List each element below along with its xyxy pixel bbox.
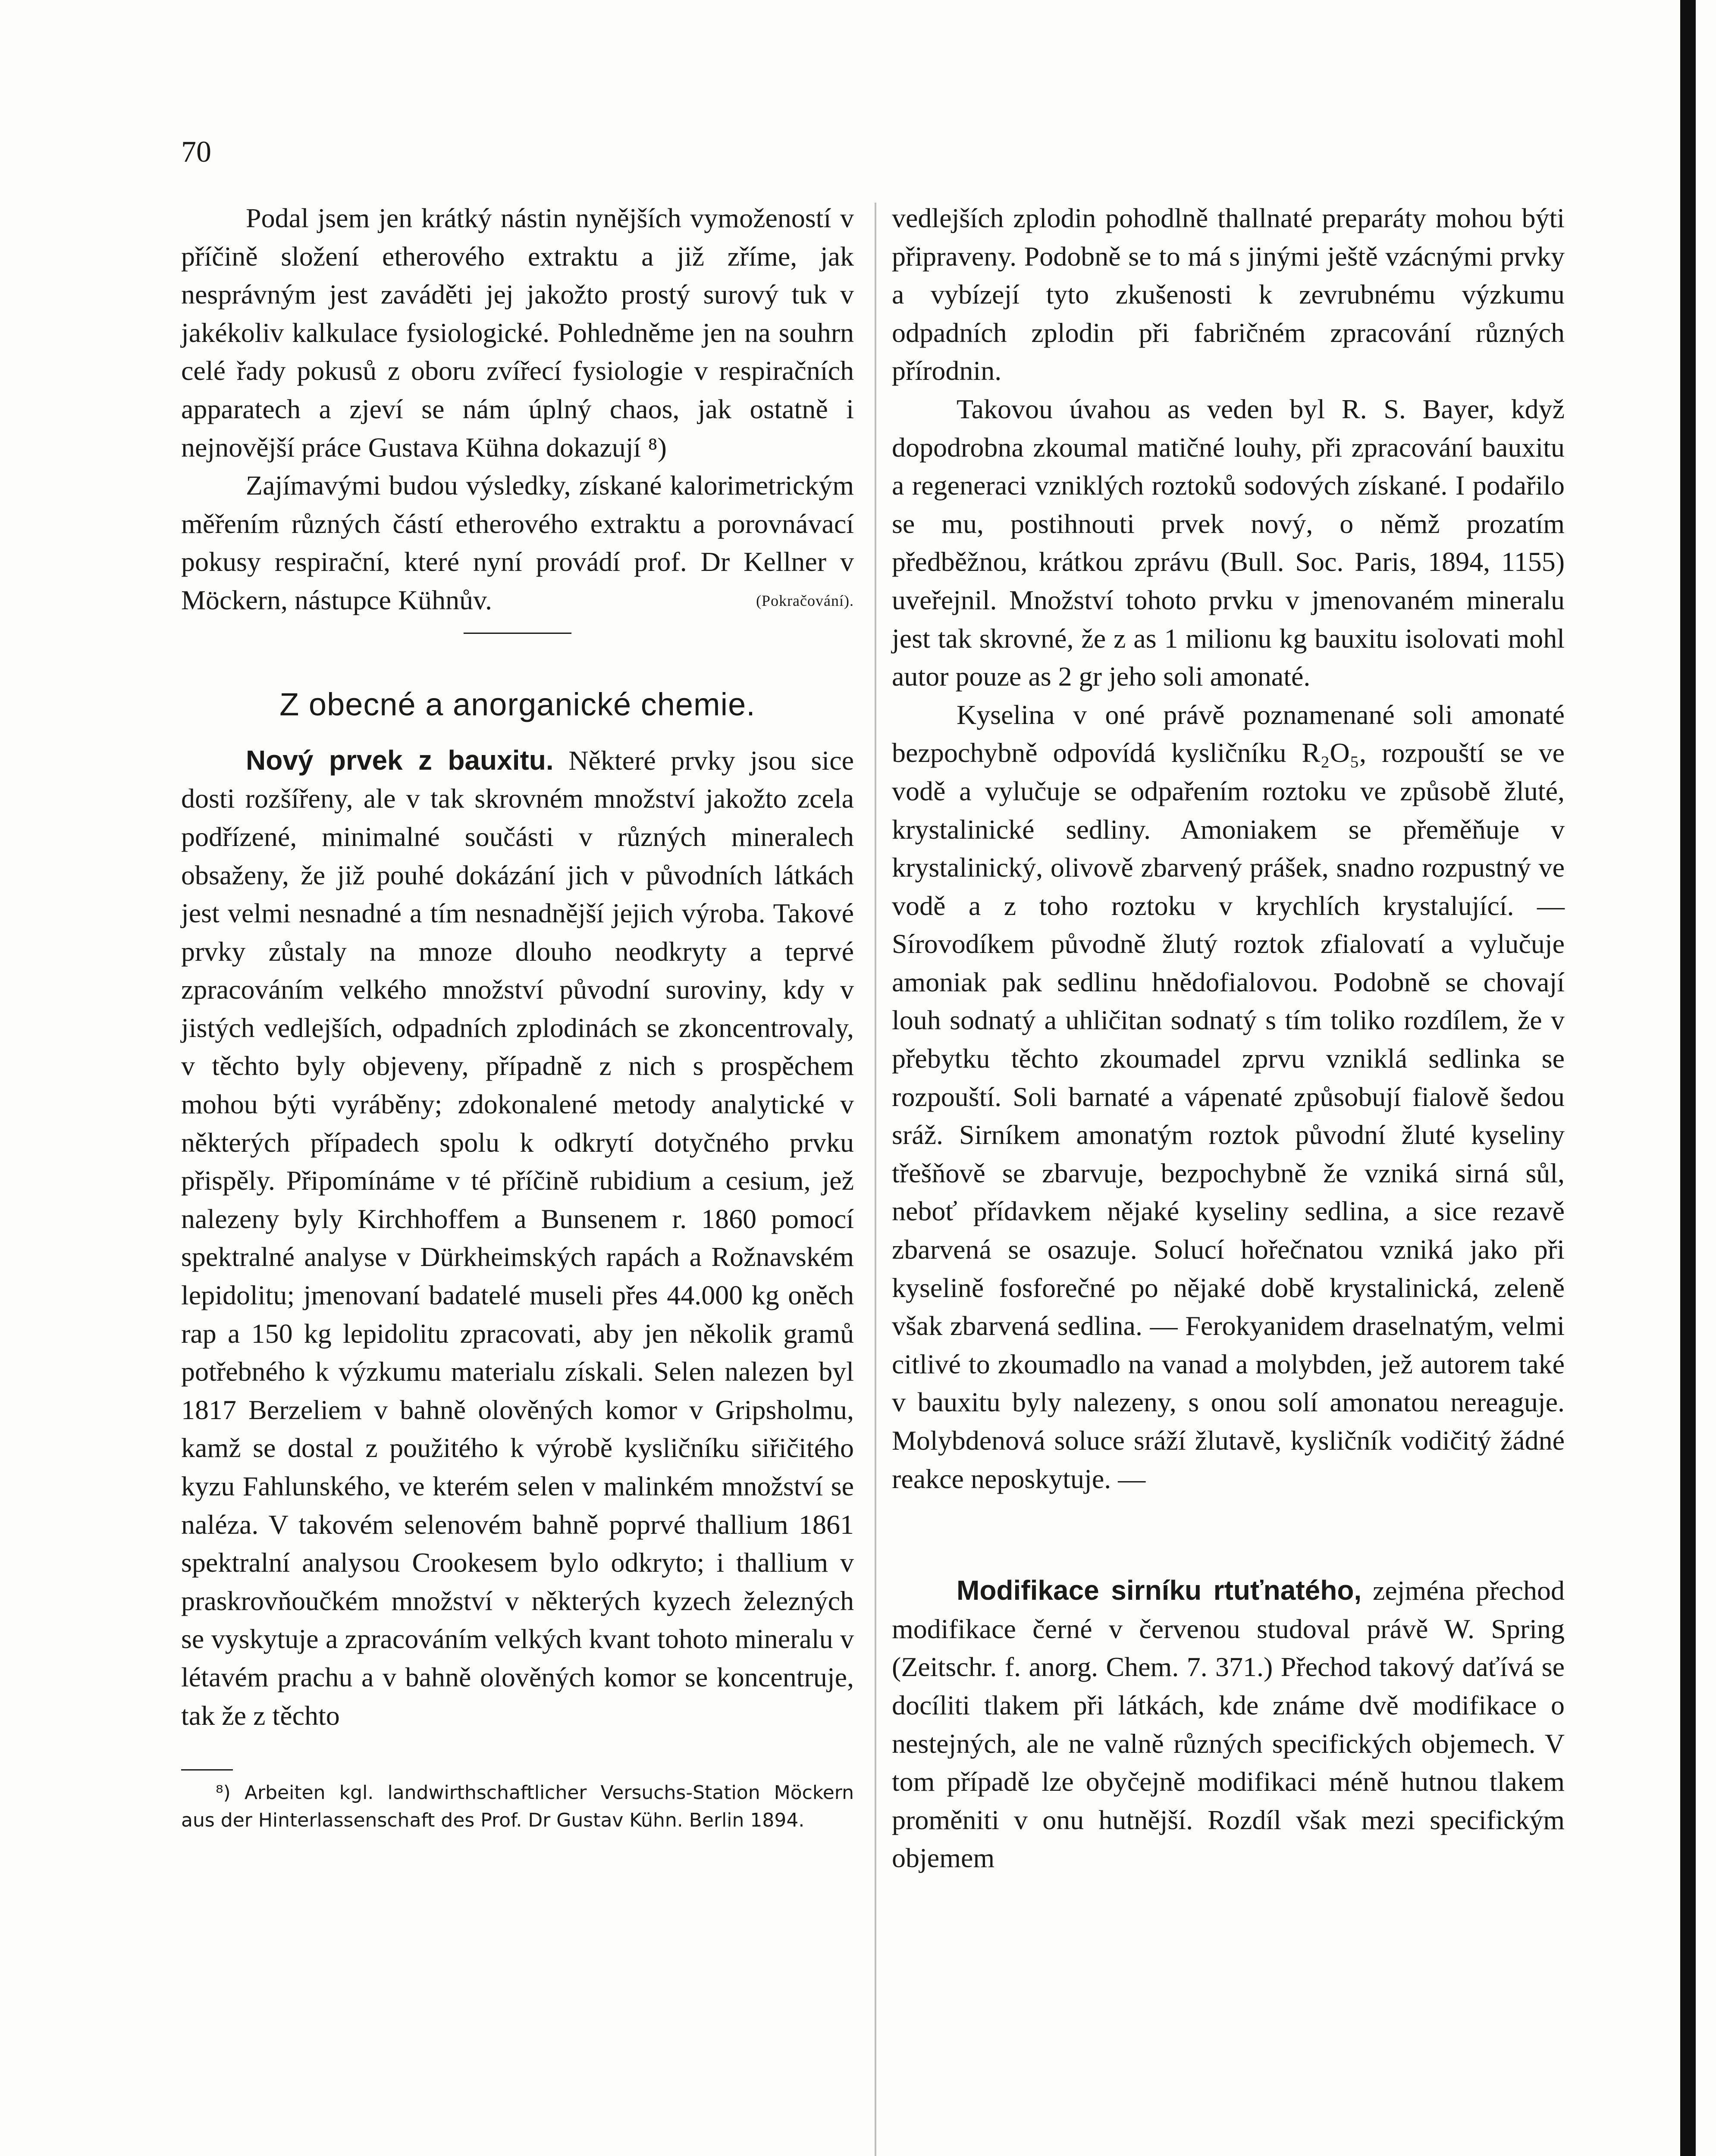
subsection-title: Modifikace sirníku rtuťnatého, bbox=[957, 1575, 1362, 1606]
paragraph: Podal jsem jen krátký nástin nynějších vymožeností v příčině složení etherového extraktu a již zříme, jak nesprávným jest zaváděti jej jakožto prostý surový tuk v jakékoliv kalkulace fysiologické. Pohledněme jen na souhrn celé řady pokusů z oboru zvířecí fysiologie v respiračních apparatech a zjeví se nám úplný chaos, jak ostatně i nejnovější práce Gustava Kühna dokazují ⁸) bbox=[181, 203, 854, 463]
paragraph: Takovou úvahou as veden byl R. S. Bayer, když dopodrobna zkoumal matičné louhy, při zpracování bauxitu a regeneraci vzniklých roztoků sodových získané. I podařilo se mu, postihnouti prvek nový, o němž prozatím předběžnou, krátkou zprávu (Bull. Soc. Paris, 1894, 1155) uveřejnil. Množství tohoto prvku v jmenovaném mineralu jest tak skrovné, že z as 1 milionu kg bauxitu isolovati mohl autor pouze as 2 gr jeho soli amonaté. bbox=[892, 393, 1565, 692]
subsection-title: Nový prvek z bauxitu. bbox=[246, 744, 554, 776]
paragraph bbox=[181, 741, 854, 1735]
subsection-text: Některé prvky jsou sice dosti rozšířeny, ale v tak skrovném množství jakožto zcela podřízené, minimalné součásti v různých mineralech obsaženy, že již pouhé dokázání jich v původních látkách jest velmi nesnadné a tím nesnadnější jejich výroba. Takové prvky zůstaly na mnoze dlouho neodkryty a teprvé zpracováním velkého množství původní suroviny, kdy v jistých vedlejších, odpadních zplodinách se zkoncentrovaly, v těchto byly objeveny, případně z nich s prospěchem mohou býti vyráběny; zdokonalené metody analytické v některých případech spolu k odkrytí dotyčného prvku přispěly. Připomínáme v té příčině rubidium a cesium, jež nalezeny byly Kirchhoffem a Bunsenem r. 1860 pomocí spektralné analyse v Dürkheimských rapách a Rožnavském lepidolitu; jmenovaní badatelé museli přes 44.000 kg oněch rap a 150 kg lepidolitu zpracovati, aby jen několik gramů potřebného k výzkumu materialu získali. Selen nalezen byl 1817 Berzeliem v bahně olověných komor v Gripsholmu, kamž se dostal z použitého k výrobě kysličníku siřičitého kyzu Fahlunského, ve kterém selen v malinkém množství se naléza. V takovém selenovém bahně poprvé thallium 1861 spektralní analysou Crookesem bylo odkryto; i thallium v praskrovňoučkém množství v některých kyzech železných se vyskytuje a zpracováním velkých kvant tohoto mineralu v létavém prachu a v bahně olověných komor se koncentruje, tak že z těchto bbox=[181, 745, 854, 1731]
footnote: ⁸) Arbeiten kgl. landwirthschaftlicher Versuchs-Station Möckern aus der Hinterlassenschaft des Prof. Dr Gustav Kühn. Berlin 1894. bbox=[181, 1782, 854, 1832]
column-divider bbox=[875, 203, 876, 2156]
right-column bbox=[892, 199, 1565, 1877]
paragraph: Kyselina v oné právě poznamenané soli amonaté bezpochybně odpovídá kysličníku R₂O₅, rozpouští se ve vodě a vylučuje se odpařením roztoku ve způsobě žluté, krystalinické sedliny. Amoniakem se přeměňuje v krystalinický, olivově zbarvený prášek, snadno rozpustný ve vodě a z toho roztoku v krychlích krystalující. — Sírovodíkem původně žlutý roztok zfialovatí a vylučuje amoniak pak sedlinu hnědofialovou. Podobně se chovají louh sodnatý a uhličitan sodnatý s tím toliko rozdílem, že v přebytku těchto zkoumadel zprvu vzniklá sedlinka se rozpouští. Soli barnaté a vápenaté způsobují fialově šedou sráž. Sirníkem amonatým roztok původní žluté kyseliny třešňově se zbarvuje, bezpochybně že vzniká sirná sůl, neboť přídavkem nějaké kyseliny sedlina, a sice rezavě zbarvená se osazuje. Solucí hořečnatou vzniká jako při kyselině fosforečné po nějaké době krystalinická, zeleně však zbarvená sedlina. — Ferokyanidem draselnatým, velmi citlivé to zkoumadlo na vanad a molybden, jež autorem také v bauxitu byly nalezeny, s onou solí amonatou nereaguje. Molybdenová soluce sráží žlutavě, kysličník vodičitý žádné reakce neposkytuje. — bbox=[892, 699, 1565, 1494]
page-number: 70 bbox=[181, 135, 211, 169]
section-heading: Z obecné a anorganické chemie. bbox=[279, 686, 756, 723]
scan-border bbox=[1680, 0, 1696, 2156]
paragraph bbox=[892, 1571, 1565, 1877]
continued-note: (Pokračování). bbox=[756, 592, 854, 609]
paragraph: vedlejších zplodin pohodlně thallnaté preparáty mohou býti připraveny. Podobně se to má s jinými ještě vzácnými prvky a vybízejí tyto zkušenosti k zevrubnému výzkumu odpadních zplodin při fabričném zpracování různých přírodnin. bbox=[892, 203, 1565, 386]
subsection-text: zejména přechod modifikace černé v červenou studoval právě W. Spring (Zeitschr. f. anorg. Chem. 7. 371.) Přechod takový daťívá se docíliti tlakem při látkách, kde známe dvě modifikace o nestejných, ale ne valně různých specifických objemech. V tom případě lze obyčejně modifikaci méně hutnou tlakem proměniti v onu hutnější. Rozdíl však mezi specifickým objemem bbox=[892, 1575, 1565, 1874]
divider bbox=[464, 633, 571, 634]
paragraph: Zajímavými budou výsledky, získané kalorimetrickým měřením různých částí etherového extraktu a porovnávací pokusy respirační, které nyní provádí prof. Dr Kellner v Möckern, nástupce Kühnův. bbox=[181, 470, 854, 615]
spacer bbox=[892, 1498, 1565, 1571]
left-column bbox=[181, 199, 854, 1834]
footnote-divider bbox=[181, 1769, 233, 1771]
